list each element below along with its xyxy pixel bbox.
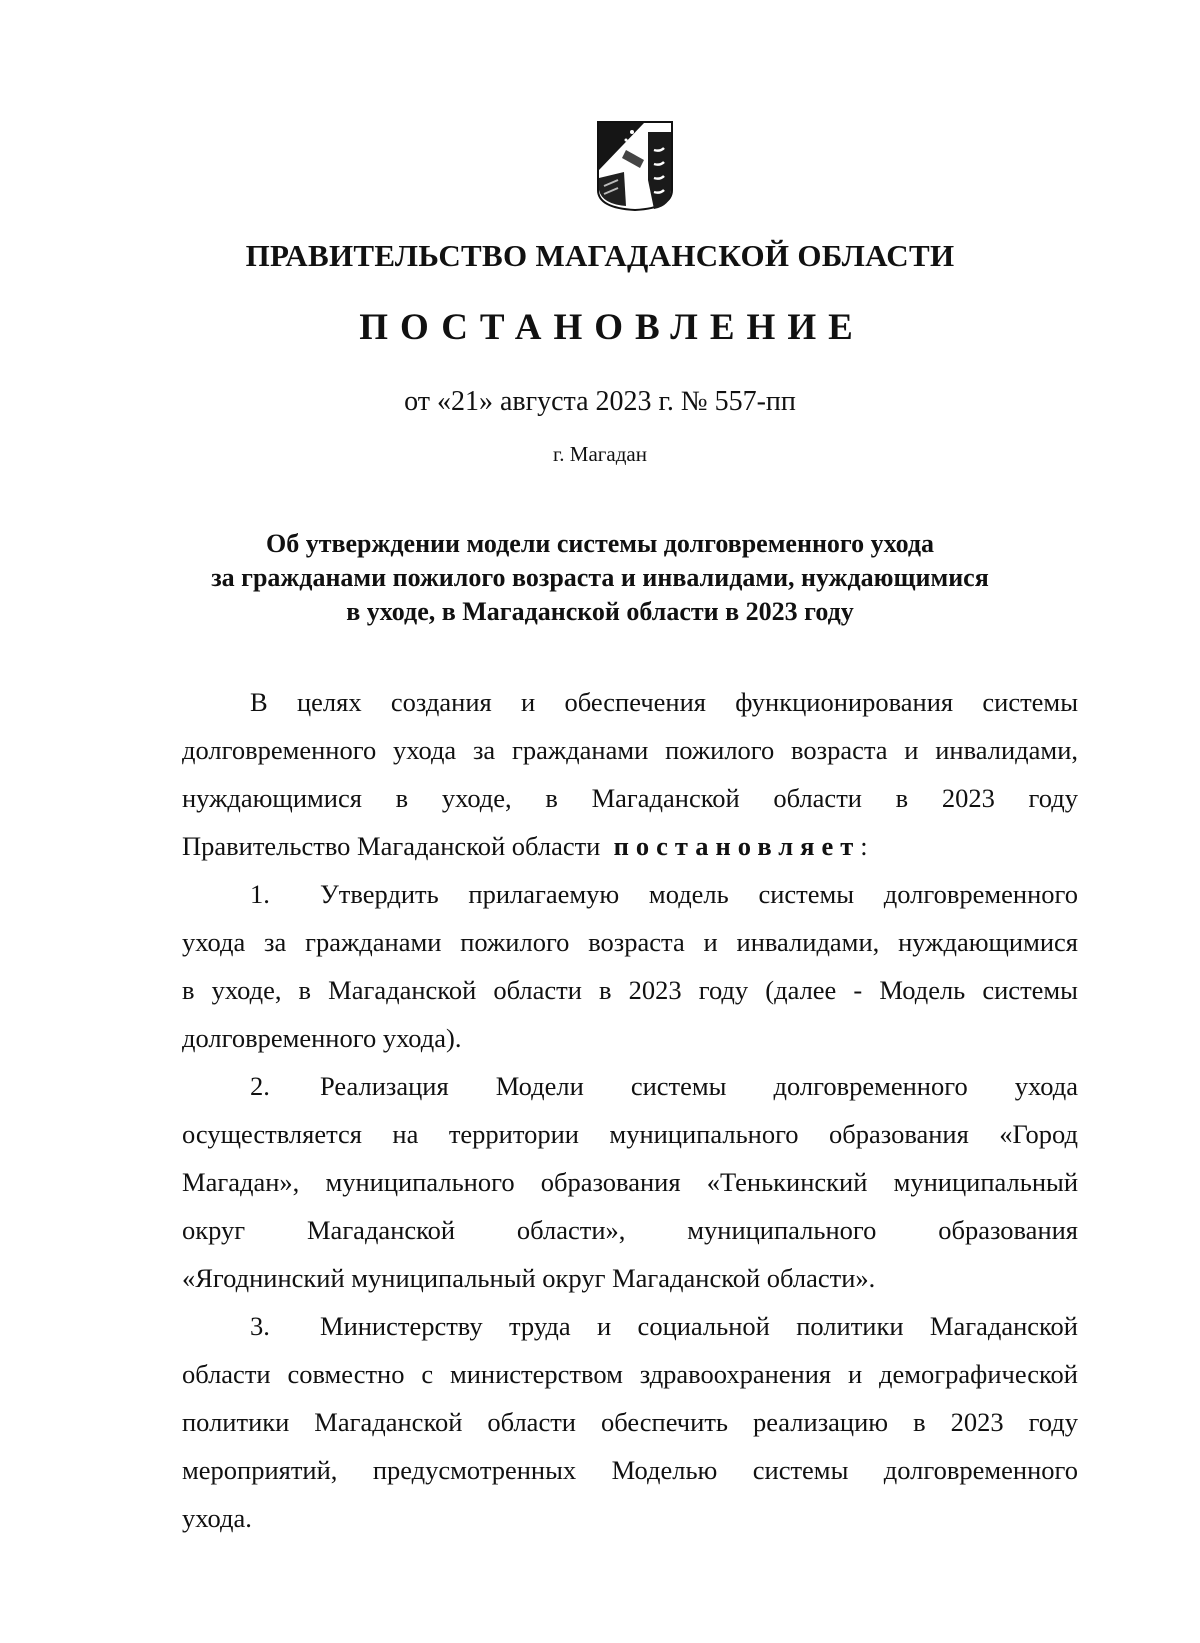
item-1-line: 1. Утвердить прилагаемую модель системы долговременного — [250, 874, 1078, 914]
subject-line: Об утверждении модели системы долговременного ухода — [265, 529, 934, 558]
preamble-text: Правительство Магаданской области — [182, 831, 601, 861]
preamble-line: нуждающимися в уходе, в Магаданской области в 2023 году — [182, 783, 1078, 813]
preamble-end: : — [860, 831, 868, 861]
item-3-line: политики Магаданской области обеспечить реализацию в 2023 году — [182, 1407, 1078, 1437]
coat-of-arms-icon — [596, 120, 674, 212]
preamble-line — [182, 826, 1078, 866]
item-number: 3. — [250, 1311, 270, 1341]
item-2-line: Магадан», муниципального образования «Тенькинский муниципальный — [182, 1167, 1078, 1197]
preamble-line: В целях создания и обеспечения функционирования системы — [250, 687, 1078, 717]
resolution-verb: постановляет — [613, 831, 861, 861]
item-1-line: ухода за гражданами пожилого возраста и инвалидами, нуждающимися — [182, 927, 1078, 957]
item-3-line: области совместно с министерством здравоохранения и демографической — [182, 1359, 1078, 1389]
document-subject — [150, 527, 1050, 629]
item-3-line: ухода. — [182, 1503, 252, 1533]
item-1-line: в уходе, в Магаданской области в 2023 году (далее - Модель системы — [182, 975, 1078, 1005]
item-number: 2. — [250, 1071, 270, 1101]
subject-line: в уходе, в Магаданской области в 2023 году — [346, 597, 854, 626]
preamble-line: долговременного ухода за гражданами пожилого возраста и инвалидами, — [182, 735, 1078, 765]
item-3-line: мероприятий, предусмотренных Моделью системы долговременного — [182, 1455, 1078, 1485]
document-date-number: от «21» августа 2023 г. № 557-пп — [404, 386, 796, 417]
item-number: 1. — [250, 879, 270, 909]
item-2-line: «Ягоднинский муниципальный округ Магаданской области». — [182, 1263, 876, 1293]
item-2-line: 2. Реализация Модели системы долговременного ухода — [250, 1066, 1078, 1106]
document-city: г. Магадан — [553, 442, 647, 466]
item-2-line: округ Магаданской области», муниципального образования — [182, 1215, 1078, 1245]
government-title: ПРАВИТЕЛЬСТВО МАГАДАНСКОЙ ОБЛАСТИ — [245, 238, 955, 273]
item-1-line: долговременного ухода). — [182, 1023, 462, 1053]
subject-line: за гражданами пожилого возраста и инвалидами, нуждающимися — [211, 563, 989, 592]
document-type: ПОСТАНОВЛЕНИЕ — [359, 307, 865, 348]
item-2-line: осуществляется на территории муниципального образования «Город — [182, 1119, 1078, 1149]
item-3-line: 3. Министерству труда и социальной политики Магаданской — [250, 1306, 1078, 1346]
